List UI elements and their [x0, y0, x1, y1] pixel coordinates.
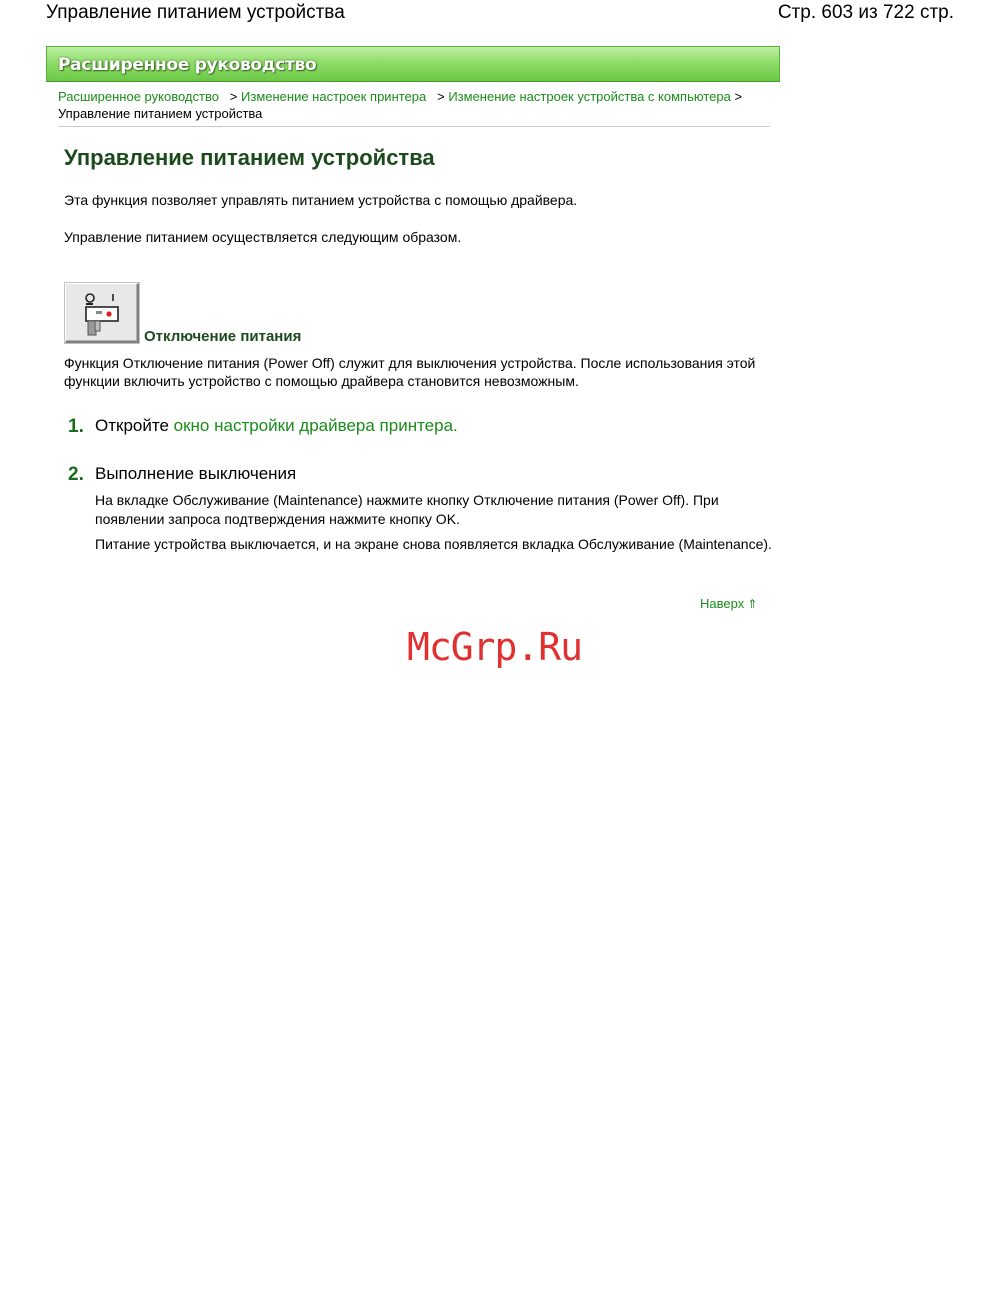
step-2-result: Питание устройства выключается, и на экране снова появляется вкладка Обслуживание (Maintenance). [95, 536, 772, 552]
up-arrow-icon: ⇑ [747, 597, 758, 611]
divider [58, 126, 770, 127]
step-number-2: 2. [68, 464, 84, 485]
document-title: Управление питанием устройства [46, 2, 345, 23]
section-description: Функция Отключение питания (Power Off) служит для выключения устройства. После использования этой функции включить устройство с помощью драйвера становится невозможным. [64, 355, 756, 389]
power-off-printer-icon [65, 283, 139, 343]
breadcrumb-link-device-settings[interactable]: Изменение настроек устройства с компьютера [448, 89, 731, 104]
step-2-instruction: На вкладке Обслуживание (Maintenance) нажмите кнопку Отключение питания (Power Off). При появлении запроса подтверждения нажмите кнопку OK. [95, 492, 719, 527]
breadcrumb-link-advanced-guide[interactable]: Расширенное руководство [58, 89, 219, 104]
page-header [46, 2, 954, 28]
printer-driver-settings-link[interactable]: окно настройки драйвера принтера. [173, 416, 458, 435]
breadcrumb-current: Управление питанием устройства [58, 106, 263, 121]
step-number-1: 1. [68, 416, 84, 437]
banner-title: Расширенное руководство [58, 55, 317, 75]
intro-text-2: Управление питанием осуществляется следующим образом. [64, 229, 462, 245]
back-to-top-label: Наверх [700, 596, 745, 611]
page-title: Управление питанием устройства [64, 145, 435, 170]
intro-text: Эта функция позволяет управлять питанием устройства с помощью драйвера. [64, 192, 578, 208]
step-title-2: Выполнение выключения [95, 464, 297, 483]
section-heading-power-off: Отключение питания [144, 328, 302, 345]
watermark: McGrp.Ru [407, 625, 583, 669]
breadcrumb-separator: > [437, 89, 445, 104]
breadcrumb [58, 88, 770, 122]
guide-banner [46, 46, 780, 82]
step-title-1 [95, 416, 458, 436]
breadcrumb-separator: > [229, 89, 238, 104]
page-counter: Стр. 603 из 722 стр. [777, 2, 954, 23]
breadcrumb-link-printer-settings[interactable]: Изменение настроек принтера [241, 89, 427, 104]
back-to-top-link[interactable] [700, 596, 757, 611]
breadcrumb-separator: > [734, 89, 743, 104]
step-text-1: Откройте [95, 416, 169, 435]
